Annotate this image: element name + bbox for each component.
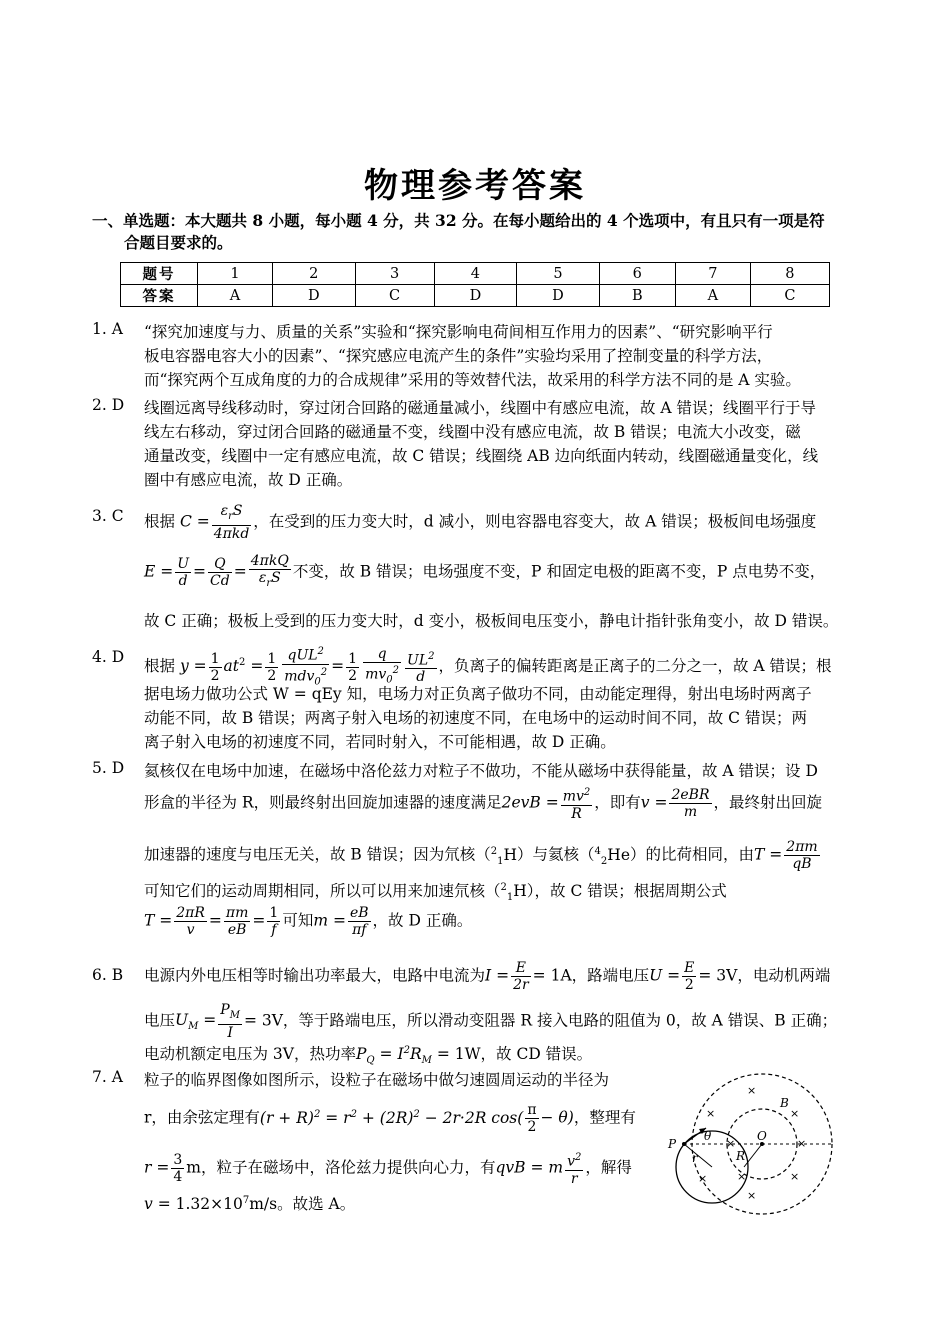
fraction: $\frac{\text{2eBR}}{m}$ — [671, 786, 710, 820]
fraction: $\frac{E}{2}$ — [684, 960, 695, 993]
fraction: $\frac{1}{2}$ — [210, 650, 220, 684]
answer-cell: B — [599, 285, 675, 307]
text-line: 圈中有感应电流，故 D 正确。 — [144, 471, 353, 489]
answer-table-header-row — [121, 263, 830, 285]
label-r-big: R — [736, 1149, 746, 1163]
text-line — [144, 879, 727, 903]
text-line: 线左右移动，穿过闭合回路的磁通量不变，线圈中没有感应电流，故 B 错误；电流大小改变，磁 — [144, 423, 801, 441]
formula: m = — [313, 911, 346, 930]
label-b: B — [780, 1096, 789, 1110]
text-line — [144, 503, 816, 542]
fraction: $\frac{1}{2}$ — [348, 650, 358, 684]
formula: $(r + R)^2 = r^2 + (2R)^2 - 2r\cdot 2R$ cos( — [259, 1108, 524, 1127]
text-run: ）的比荷相同，由 — [630, 845, 755, 864]
formula: $U_M$ = — [175, 1011, 217, 1033]
answer-cell: A — [198, 285, 273, 307]
page-title: 物理参考答案 — [364, 166, 586, 206]
field-cross: × — [747, 1189, 757, 1202]
text-line: 线圈远离导线移动时，穿过闭合回路的磁通量减小，线圈中有感应电流，故 A 错误；线圈平行于导 — [144, 399, 817, 417]
formula: I = — [485, 966, 510, 985]
fraction: $\frac{\pi m}{eB}$ — [225, 905, 249, 938]
field-cross: × — [726, 1137, 736, 1150]
text-line: 电动机额定电压为 3V，热功率$P_Q = I^2R_M = 1W$，故 CD 错误。 — [144, 1044, 593, 1067]
text-run: 电源内外电压相等时输出功率最大，电路中电流为 — [144, 966, 486, 985]
answer-label: 答案 — [121, 285, 198, 307]
text-run: 电动机额定电压为 3V，热功率 — [144, 1045, 356, 1063]
label-theta: θ — [704, 1129, 712, 1143]
header-label: 题号 — [121, 263, 198, 285]
text-run: ，即有 — [594, 793, 641, 812]
text-run: r，由余弦定理有 — [144, 1108, 260, 1127]
section-heading-line1: 一、单选题：本大题共 8 小题，每小题 4 分，共 32 分。在每小题给出的 4 个选项中，有且只有一项是符 — [92, 211, 825, 230]
label-o: O — [757, 1129, 767, 1143]
fraction: $\frac{eB}{\pi f}$ — [349, 905, 369, 938]
text-line — [144, 785, 822, 822]
formula: T = — [144, 911, 173, 930]
nuclide: $^2_1$H — [490, 845, 518, 867]
label-p: P — [668, 1137, 677, 1151]
answer-item-5 — [92, 759, 872, 949]
answer-item-6 — [92, 960, 872, 1070]
text-line: 据电场力做功公式 W = qEy 知，电场力对正负离子做功不同，由动能定理得，射出电场时两离子 — [144, 685, 812, 703]
fraction: $\frac{v^2}{r}$ — [567, 1152, 582, 1187]
point-p-dot — [682, 1142, 686, 1146]
text-line: 动能不同，故 B 错误；两离子射入电场的初速度不同，在电场中的运动时间不同，故 C 错误；两 — [144, 709, 807, 727]
text-run: ，在受到的压力变大时，d 减小，则电容器电容变大，故 A 错误；极板间电场强度 — [253, 512, 817, 531]
text-line — [144, 1102, 636, 1135]
text-line: 氦核仅在电场中加速，在磁场中洛伦兹力对粒子不做功，不能从磁场中获得能量，故 A 错误；设 D — [144, 762, 818, 780]
text-run: ，故 D 正确。 — [372, 911, 473, 930]
fraction: $\frac{qUL^2}{mdv_0^2}$ — [284, 646, 328, 688]
fraction: $\frac{3}{4}$ — [173, 1151, 183, 1185]
fraction: $\frac{2\pi R}{v}$ — [176, 905, 205, 938]
text-line: 故 C 正确；极板上受到的压力变大时，d 变小，极板间电压变小，静电计指针张角变小，故 D 错误。 — [144, 612, 839, 630]
fraction: $\frac{Q}{Cd}$ — [210, 555, 230, 589]
field-cross: × — [706, 1107, 716, 1120]
answer-cell: D — [273, 285, 356, 307]
qnum-cell: 5 — [517, 263, 600, 285]
field-cross: × — [790, 1170, 800, 1183]
formula: v = — [640, 793, 668, 812]
nuclide: $^2_1$H — [500, 881, 527, 904]
qnum-cell: 6 — [599, 263, 675, 285]
answer-cell: C — [355, 285, 434, 307]
text-run: ，解得 — [585, 1158, 632, 1177]
text-run: ，整理有 — [573, 1108, 636, 1127]
formula: U = — [649, 966, 681, 985]
formula: T = — [754, 845, 783, 864]
fraction: $\frac{2\pi m}{qB}$ — [786, 839, 818, 872]
text-run: ，最终射出回旋 — [713, 793, 823, 812]
text-run: ，等于路端电压，所以滑动变阻器 R 接入电路的阻值为 0，故 A 错误、B 正确； — [282, 1011, 838, 1030]
qnum-cell: 8 — [750, 263, 829, 285]
nuclide: $^4_2$He — [594, 845, 630, 867]
text-line: $v = 1.32\times 10^7m/s$。故选 A。 — [144, 1194, 356, 1213]
formula: E = — [144, 562, 174, 581]
formula: 2evB = — [501, 793, 559, 812]
qnum-cell: 1 — [198, 263, 273, 285]
qnum-cell: 7 — [675, 263, 750, 285]
field-markers — [698, 1084, 806, 1202]
formula: − θ) — [540, 1108, 574, 1127]
section-heading — [92, 210, 872, 254]
field-cross: × — [737, 1170, 747, 1183]
answer-item-1 — [92, 320, 872, 400]
fraction: $\frac{q}{mv_0^2}$ — [365, 645, 400, 686]
formula: C = — [179, 512, 210, 531]
field-cross: × — [747, 1084, 757, 1097]
qnum-cell: 4 — [434, 263, 517, 285]
fraction: $\frac{\pi}{2}$ — [527, 1102, 537, 1135]
text-line: 板电容器电容大小的因素”、“探究感应电流产生的条件”实验均采用了控制变量的科学方法， — [144, 347, 773, 365]
text-run: ，路端电压 — [571, 966, 650, 985]
fraction: $\frac{P_M}{I}$ — [220, 1002, 240, 1041]
text-run: 可知 — [282, 911, 314, 930]
text-line: “探究加速度与力、质量的关系”实验和“探究影响电荷间相互作用力的因素”、“研究影响平行 — [144, 323, 773, 341]
text-run: 加速器的速度与电压无关，故 B 错误；因为氘核（ — [144, 845, 491, 864]
fraction: $\frac{mv^2}{R}$ — [562, 787, 591, 822]
label-r-small: r — [692, 1151, 698, 1165]
text-line: 电压$U_M$ = $\frac{P_M}{I}$ = 3V，等于路端电压，所以滑动变阻器 R 接入电路的阻值为 0，故 A 错误、B 正确； — [144, 1002, 838, 1041]
text-line: 根据 y = $\frac{1}{2}$ $at^2$ = $\frac{1}{2}$ $\frac{qUL^2}{mdv_0^2}$ = $\frac{1}{2}$ $\frac{q}{mv_0^2}$ $\frac{UL^2}{d}$ ，负离子的偏转距离是正离子的二分之一，故 A 错误；根 — [144, 644, 832, 690]
text-line — [144, 1150, 632, 1187]
answer-item-7 — [92, 1068, 662, 1218]
text-run: 。故选 A。 — [277, 1195, 356, 1213]
text-run: ）与氦核（ — [517, 845, 595, 864]
text-line: 而“探究两个互成角度的力的合成规律”采用的等效替代法，故采用的科学方法不同的是 A 实验。 — [144, 371, 801, 389]
answer-cell: A — [675, 285, 750, 307]
text-line: 离子射入电场的初速度不同，若同时射入，不可能相遇，故 D 正确。 — [144, 733, 616, 751]
item-number: 5. D — [92, 759, 125, 777]
text-run: 根据 — [144, 657, 176, 676]
field-cross: × — [797, 1137, 807, 1150]
fraction: $\frac{UL^2}{d}$ — [407, 650, 435, 686]
text-line: 电源内外电压相等时输出功率最大，电路中电流为I = $\frac{E}{2r}$ = 1A，路端电压U = $\frac{E}{2}$ = 3V，电动机两端 — [144, 960, 831, 993]
text-run: 不变，故 B 错误；电场强度不变，P 和固定电极的距离不变，P 点电势不变， — [292, 562, 826, 581]
text-run: 电压 — [144, 1011, 176, 1030]
item-number: 7. A — [92, 1068, 123, 1086]
item-number: 3. C — [92, 507, 124, 525]
answer-cell: C — [750, 285, 829, 307]
item-number: 4. D — [92, 648, 125, 666]
fraction: $\frac{\text{4πkQ}}{\varepsilon_rS}$ — [250, 553, 289, 589]
qnum-cell: 3 — [355, 263, 434, 285]
text-run: ），故 C 错误；根据周期公式 — [526, 882, 727, 900]
formula: v — [144, 1195, 153, 1213]
fraction: $\frac{1}{f}$ — [269, 905, 279, 938]
magnetic-field-figure — [662, 1072, 862, 1222]
text-line: T = $\frac{2\pi R}{v}$ = $\frac{\pi m}{eB}$ = $\frac{1}{f}$ 可知m = $\frac{eB}{\pi f}$ ，故 D 正确。 — [144, 905, 473, 938]
answer-item-4 — [92, 644, 872, 754]
fraction: $\frac{U}{d}$ — [177, 555, 190, 589]
text-run: 根据 — [144, 512, 176, 531]
text-run: 可知它们的运动周期相同，所以可以用来加速氘核（ — [144, 882, 501, 900]
text-line: E = $\frac{U}{d}$ = $\frac{Q}{Cd}$ = $\frac{\text{4πkQ}}{\varepsilon_rS}$ 不变，故 B 错误；电场强度不变，P 和固定电极的距离不变，P 点电势不变， — [144, 553, 825, 592]
item-number: 6. B — [92, 966, 124, 984]
item-number: 2. D — [92, 396, 125, 414]
text-line: 通量改变，线圈中一定有感应电流，故 C 错误；线圈绕 AB 边向纸面内转动，线圈磁通量变化，线 — [144, 447, 819, 465]
fraction: $\frac{1}{2}$ — [267, 650, 277, 684]
formula: $P_Q = I^2R_M$ — [355, 1044, 432, 1067]
answer-table-answer-row — [121, 285, 830, 307]
answer-cell: D — [434, 285, 517, 307]
formula: y = — [179, 657, 207, 676]
qnum-cell: 2 — [273, 263, 356, 285]
formula: qvB = m — [495, 1158, 564, 1177]
section-heading-line2: 合题目要求的。 — [124, 233, 233, 252]
answer-item-3 — [92, 503, 872, 633]
text-run: ，负离子的偏转距离是正离子的二分之一，故 A 错误；根 — [438, 657, 832, 676]
fraction: $\frac{\varepsilon_rS}{\text{4πkd}}$ — [213, 503, 250, 542]
field-cross: × — [790, 1107, 800, 1120]
text-line: 粒子的临界图像如图所示，设粒子在磁场中做匀速圆周运动的半径为 — [144, 1071, 610, 1089]
fraction: $\frac{E}{2r}$ — [513, 960, 529, 993]
answer-item-2 — [92, 396, 872, 496]
text-run: ，电动机两端 — [737, 966, 831, 985]
field-cross: × — [698, 1172, 708, 1185]
item-number: 1. A — [92, 320, 123, 338]
text-run: 形盒的半径为 R，则最终射出回旋加速器的速度满足 — [144, 793, 502, 812]
formula: r = — [144, 1158, 170, 1177]
text-run: ，故 CD 错误。 — [480, 1045, 593, 1063]
text-run: m，粒子在磁场中，洛伦兹力提供向心力，有 — [186, 1158, 496, 1177]
answer-cell: D — [517, 285, 600, 307]
radius-line — [684, 1144, 712, 1167]
text-line — [144, 839, 822, 872]
answer-table — [120, 262, 830, 307]
